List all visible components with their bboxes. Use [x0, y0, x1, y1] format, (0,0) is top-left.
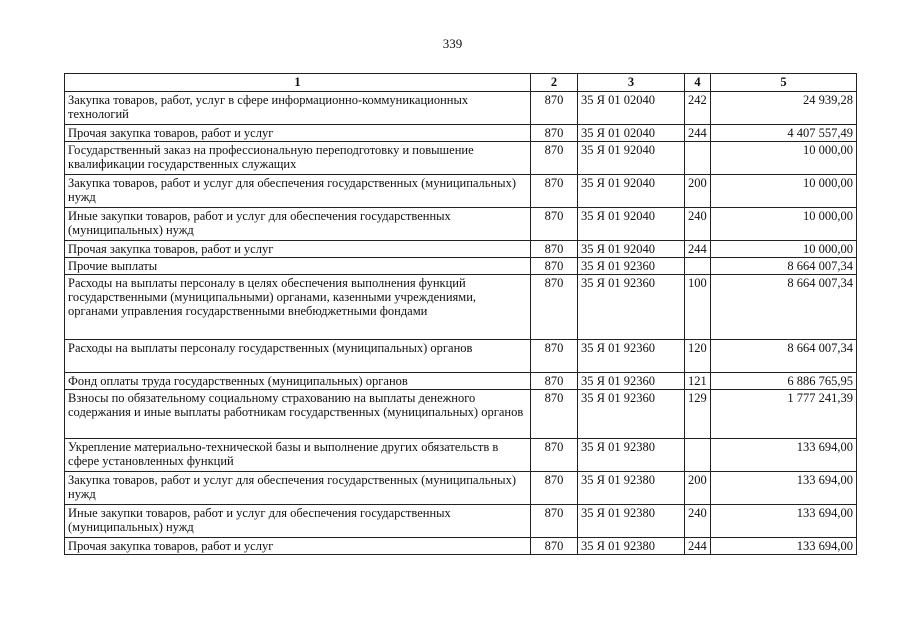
cell-name: Укрепление материально-технической базы и выполнение других обязательств в сфере установленных функций	[65, 439, 531, 472]
cell-ministry: 870	[531, 275, 578, 340]
table-row	[65, 258, 857, 275]
column-header-amount: 5	[711, 74, 857, 92]
cell-amount: 1 777 241,39	[711, 390, 857, 439]
cell-ministry: 870	[531, 538, 578, 555]
cell-ministry: 870	[531, 439, 578, 472]
cell-vr: 129	[685, 390, 711, 439]
table-row	[65, 241, 857, 258]
cell-name: Взносы по обязательному социальному страхованию на выплаты денежного содержания и иные выплаты работникам государственных (муниципальных) органов	[65, 390, 531, 439]
cell-vr	[685, 142, 711, 175]
cell-name: Закупка товаров, работ и услуг для обеспечения государственных (муниципальных) нужд	[65, 175, 531, 208]
cell-name: Иные закупки товаров, работ и услуг для обеспечения государственных (муниципальных) нужд	[65, 505, 531, 538]
cell-ministry: 870	[531, 373, 578, 390]
cell-csr: 35 Я 01 02040	[578, 125, 685, 142]
budget-table	[64, 73, 857, 555]
table-row	[65, 505, 857, 538]
cell-csr: 35 Я 01 92380	[578, 439, 685, 472]
cell-vr	[685, 258, 711, 275]
cell-csr: 35 Я 01 92380	[578, 538, 685, 555]
cell-amount: 10 000,00	[711, 241, 857, 258]
cell-amount: 133 694,00	[711, 538, 857, 555]
table-row	[65, 175, 857, 208]
cell-vr: 120	[685, 340, 711, 373]
cell-name: Прочие выплаты	[65, 258, 531, 275]
cell-name: Прочая закупка товаров, работ и услуг	[65, 241, 531, 258]
cell-csr: 35 Я 01 92380	[578, 505, 685, 538]
cell-name: Прочая закупка товаров, работ и услуг	[65, 538, 531, 555]
cell-csr: 35 Я 01 92040	[578, 142, 685, 175]
cell-csr: 35 Я 01 92040	[578, 175, 685, 208]
cell-vr: 200	[685, 472, 711, 505]
cell-ministry: 870	[531, 472, 578, 505]
cell-ministry: 870	[531, 92, 578, 125]
cell-ministry: 870	[531, 125, 578, 142]
cell-csr: 35 Я 01 92360	[578, 373, 685, 390]
cell-amount: 6 886 765,95	[711, 373, 857, 390]
cell-vr: 244	[685, 125, 711, 142]
cell-amount: 10 000,00	[711, 208, 857, 241]
cell-amount: 4 407 557,49	[711, 125, 857, 142]
cell-ministry: 870	[531, 208, 578, 241]
cell-ministry: 870	[531, 340, 578, 373]
cell-vr: 100	[685, 275, 711, 340]
cell-vr: 200	[685, 175, 711, 208]
cell-csr: 35 Я 01 92040	[578, 241, 685, 258]
cell-csr: 35 Я 01 92380	[578, 472, 685, 505]
cell-name: Закупка товаров, работ и услуг для обеспечения государственных (муниципальных) нужд	[65, 472, 531, 505]
table-row	[65, 390, 857, 439]
cell-ministry: 870	[531, 390, 578, 439]
cell-vr	[685, 439, 711, 472]
page-number: 339	[442, 36, 463, 51]
cell-ministry: 870	[531, 258, 578, 275]
table-row	[65, 142, 857, 175]
table-row	[65, 340, 857, 373]
cell-ministry: 870	[531, 241, 578, 258]
cell-vr: 240	[685, 208, 711, 241]
cell-name: Фонд оплаты труда государственных (муниципальных) органов	[65, 373, 531, 390]
cell-amount: 133 694,00	[711, 472, 857, 505]
table-row	[65, 373, 857, 390]
cell-amount: 8 664 007,34	[711, 275, 857, 340]
cell-csr: 35 Я 01 02040	[578, 92, 685, 125]
cell-name: Прочая закупка товаров, работ и услуг	[65, 125, 531, 142]
cell-vr: 244	[685, 538, 711, 555]
cell-name: Государственный заказ на профессиональную переподготовку и повышение квалификации государственных служащих	[65, 142, 531, 175]
cell-csr: 35 Я 01 92040	[578, 208, 685, 241]
table-row	[65, 439, 857, 472]
cell-amount: 10 000,00	[711, 142, 857, 175]
table-header-row	[65, 74, 857, 92]
cell-ministry: 870	[531, 142, 578, 175]
cell-amount: 8 664 007,34	[711, 340, 857, 373]
cell-name: Расходы на выплаты персоналу в целях обеспечения выполнения функций государственными (муниципальными) органами, казенными учреждениями, органами управления государственными внебюджетными фондами	[65, 275, 531, 340]
column-header-ministry: 2	[531, 74, 578, 92]
table-row	[65, 538, 857, 555]
cell-vr: 121	[685, 373, 711, 390]
cell-csr: 35 Я 01 92360	[578, 390, 685, 439]
cell-vr: 244	[685, 241, 711, 258]
table-row	[65, 125, 857, 142]
column-header-name: 1	[65, 74, 531, 92]
cell-csr: 35 Я 01 92360	[578, 275, 685, 340]
cell-amount: 8 664 007,34	[711, 258, 857, 275]
cell-ministry: 870	[531, 505, 578, 538]
table-row	[65, 472, 857, 505]
table-row	[65, 275, 857, 340]
cell-name: Расходы на выплаты персоналу государственных (муниципальных) органов	[65, 340, 531, 373]
cell-amount: 10 000,00	[711, 175, 857, 208]
cell-vr: 242	[685, 92, 711, 125]
column-header-vr: 4	[685, 74, 711, 92]
cell-name: Закупка товаров, работ, услуг в сфере информационно-коммуникационных технологий	[65, 92, 531, 125]
cell-ministry: 870	[531, 175, 578, 208]
cell-amount: 133 694,00	[711, 505, 857, 538]
column-header-csr: 3	[578, 74, 685, 92]
table-row	[65, 208, 857, 241]
cell-name: Иные закупки товаров, работ и услуг для обеспечения государственных (муниципальных) нужд	[65, 208, 531, 241]
table-row	[65, 92, 857, 125]
cell-amount: 24 939,28	[711, 92, 857, 125]
cell-amount: 133 694,00	[711, 439, 857, 472]
cell-vr: 240	[685, 505, 711, 538]
cell-csr: 35 Я 01 92360	[578, 258, 685, 275]
cell-csr: 35 Я 01 92360	[578, 340, 685, 373]
